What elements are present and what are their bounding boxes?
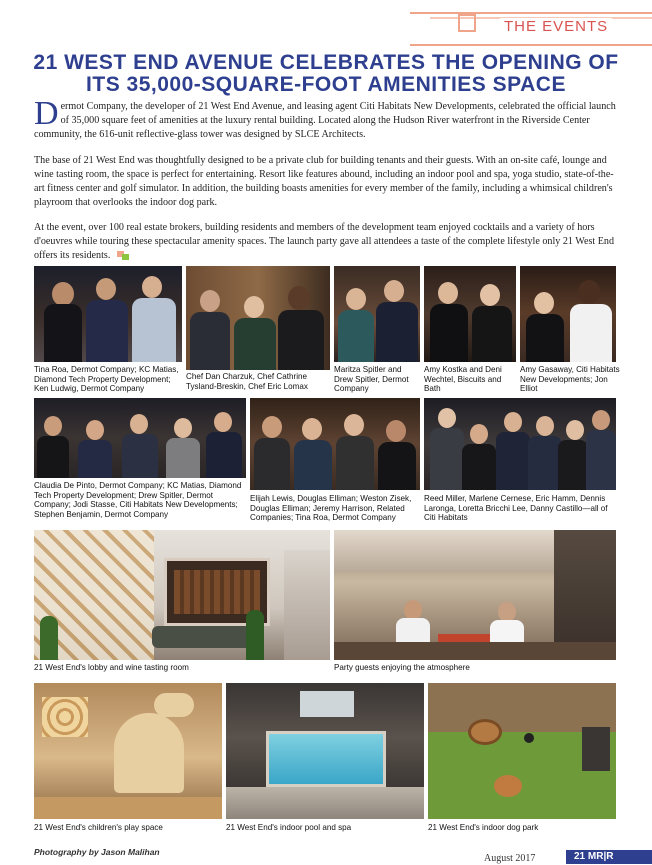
photo-indoor-pool	[226, 683, 424, 819]
photo-group-claudia	[34, 398, 246, 478]
caption-10: Party guests enjoying the atmosphere	[334, 663, 470, 672]
paragraph-1-text: ermot Company, the developer of 21 West End Avenue, and leasing agent Citi Habitats New Developments, celebrated the official launch of 35,000 square feet of amenities at the luxury rental building. Located along the Hudson River waterfront in the Riverside Center community, the 616-unit reflective-glass tower was designed by SLCE Architects.	[34, 101, 616, 140]
photo-childrens-play-space	[34, 683, 222, 819]
article-paragraph-3	[34, 221, 624, 263]
photo-chefs	[186, 266, 330, 370]
caption-6: Claudia De Pinto, Dermot Company; KC Matias, Diamond Tech Property Development; Drew Spitler, Dermot Company; Jodi Stasse, Citi Habitats New Developments; Stephen Benjamin, Dermot Company	[34, 481, 242, 519]
caption-8: Reed Miller, Marlene Cernese, Eric Hamm, Dennis Laronga, Loretta Bricchi Lee, Danny Castillo—all of Citi Habitats	[424, 494, 608, 523]
caption-4: Amy Kostka and Deni Wechtel, Biscuits and Bath	[424, 365, 502, 394]
headline: 21 WEST END AVENUE CELEBRATES THE OPENING OF ITS 35,000-SQUARE-FOOT AMENITIES SPACE	[33, 51, 619, 96]
photo-credit: Photography by Jason Malihan	[34, 847, 160, 857]
drop-cap: D	[34, 95, 59, 132]
caption-3: Maritza Spitler and Drew Spitler, Dermot Company	[334, 365, 409, 394]
caption-13: 21 West End's indoor dog park	[428, 823, 539, 832]
article-paragraph-1	[34, 95, 624, 142]
end-mark-icon	[117, 251, 129, 260]
photo-lobby	[34, 530, 330, 660]
caption-9: 21 West End's lobby and wine tasting room	[34, 663, 189, 672]
article-paragraph-2: The base of 21 West End was thoughtfully designed to be a private club for building tenants and their guests. With an on-site café, lounge and wine tasting room, the space is perfect for entertaining. Resort like features abound, including an indoor pool and spa, yoga studio, state-of-the-art fitness center and golf simulator. In addition, the building boasts amenities for every member of the family, including a whimsical children's playroom that overlooks the indoor dog park.	[34, 155, 614, 208]
issue-date: August 2017	[484, 853, 536, 864]
section-title: THE EVENTS	[500, 18, 612, 35]
header-square-ornament	[458, 14, 476, 32]
photo-dog-park	[428, 683, 616, 819]
photo-maritza-drew	[334, 266, 420, 362]
photo-group-elijah	[250, 398, 420, 490]
caption-12: 21 West End's indoor pool and spa	[226, 823, 352, 832]
caption-7: Elijah Lewis, Douglas Elliman; Weston Zisek, Douglas Elliman; Jeremy Harrison, Related Companies; Tina Roa, Dermot Company	[250, 494, 412, 523]
photo-group-citi	[424, 398, 616, 490]
page-number: 21 MR|R	[574, 851, 614, 862]
caption-2: Chef Dan Charzuk, Chef Cathrine Tysland-Breskin, Chef Eric Lomax	[186, 372, 308, 391]
photo-tina-kc-ken	[34, 266, 182, 362]
caption-11: 21 West End's children's play space	[34, 823, 163, 832]
photo-amy-deni	[424, 266, 516, 362]
paragraph-3-text: At the event, over 100 real estate brokers, building residents and members of the development team enjoyed cocktails and a variety of hors d'oeuvres while touring these spectacular amenity spaces. The launch party gave all attendees a taste of the complete lifestyle only 21 West End offers its residents.	[34, 222, 614, 261]
caption-1: Tina Roa, Dermot Company; KC Matias, Diamond Tech Property Development; Ken Ludwig, Dermot Company	[34, 365, 179, 394]
photo-party-guests	[334, 530, 616, 660]
photo-amy-jon	[520, 266, 616, 362]
caption-5: Amy Gasaway, Citi Habitats New Developments; Jon Elliot	[520, 365, 620, 394]
